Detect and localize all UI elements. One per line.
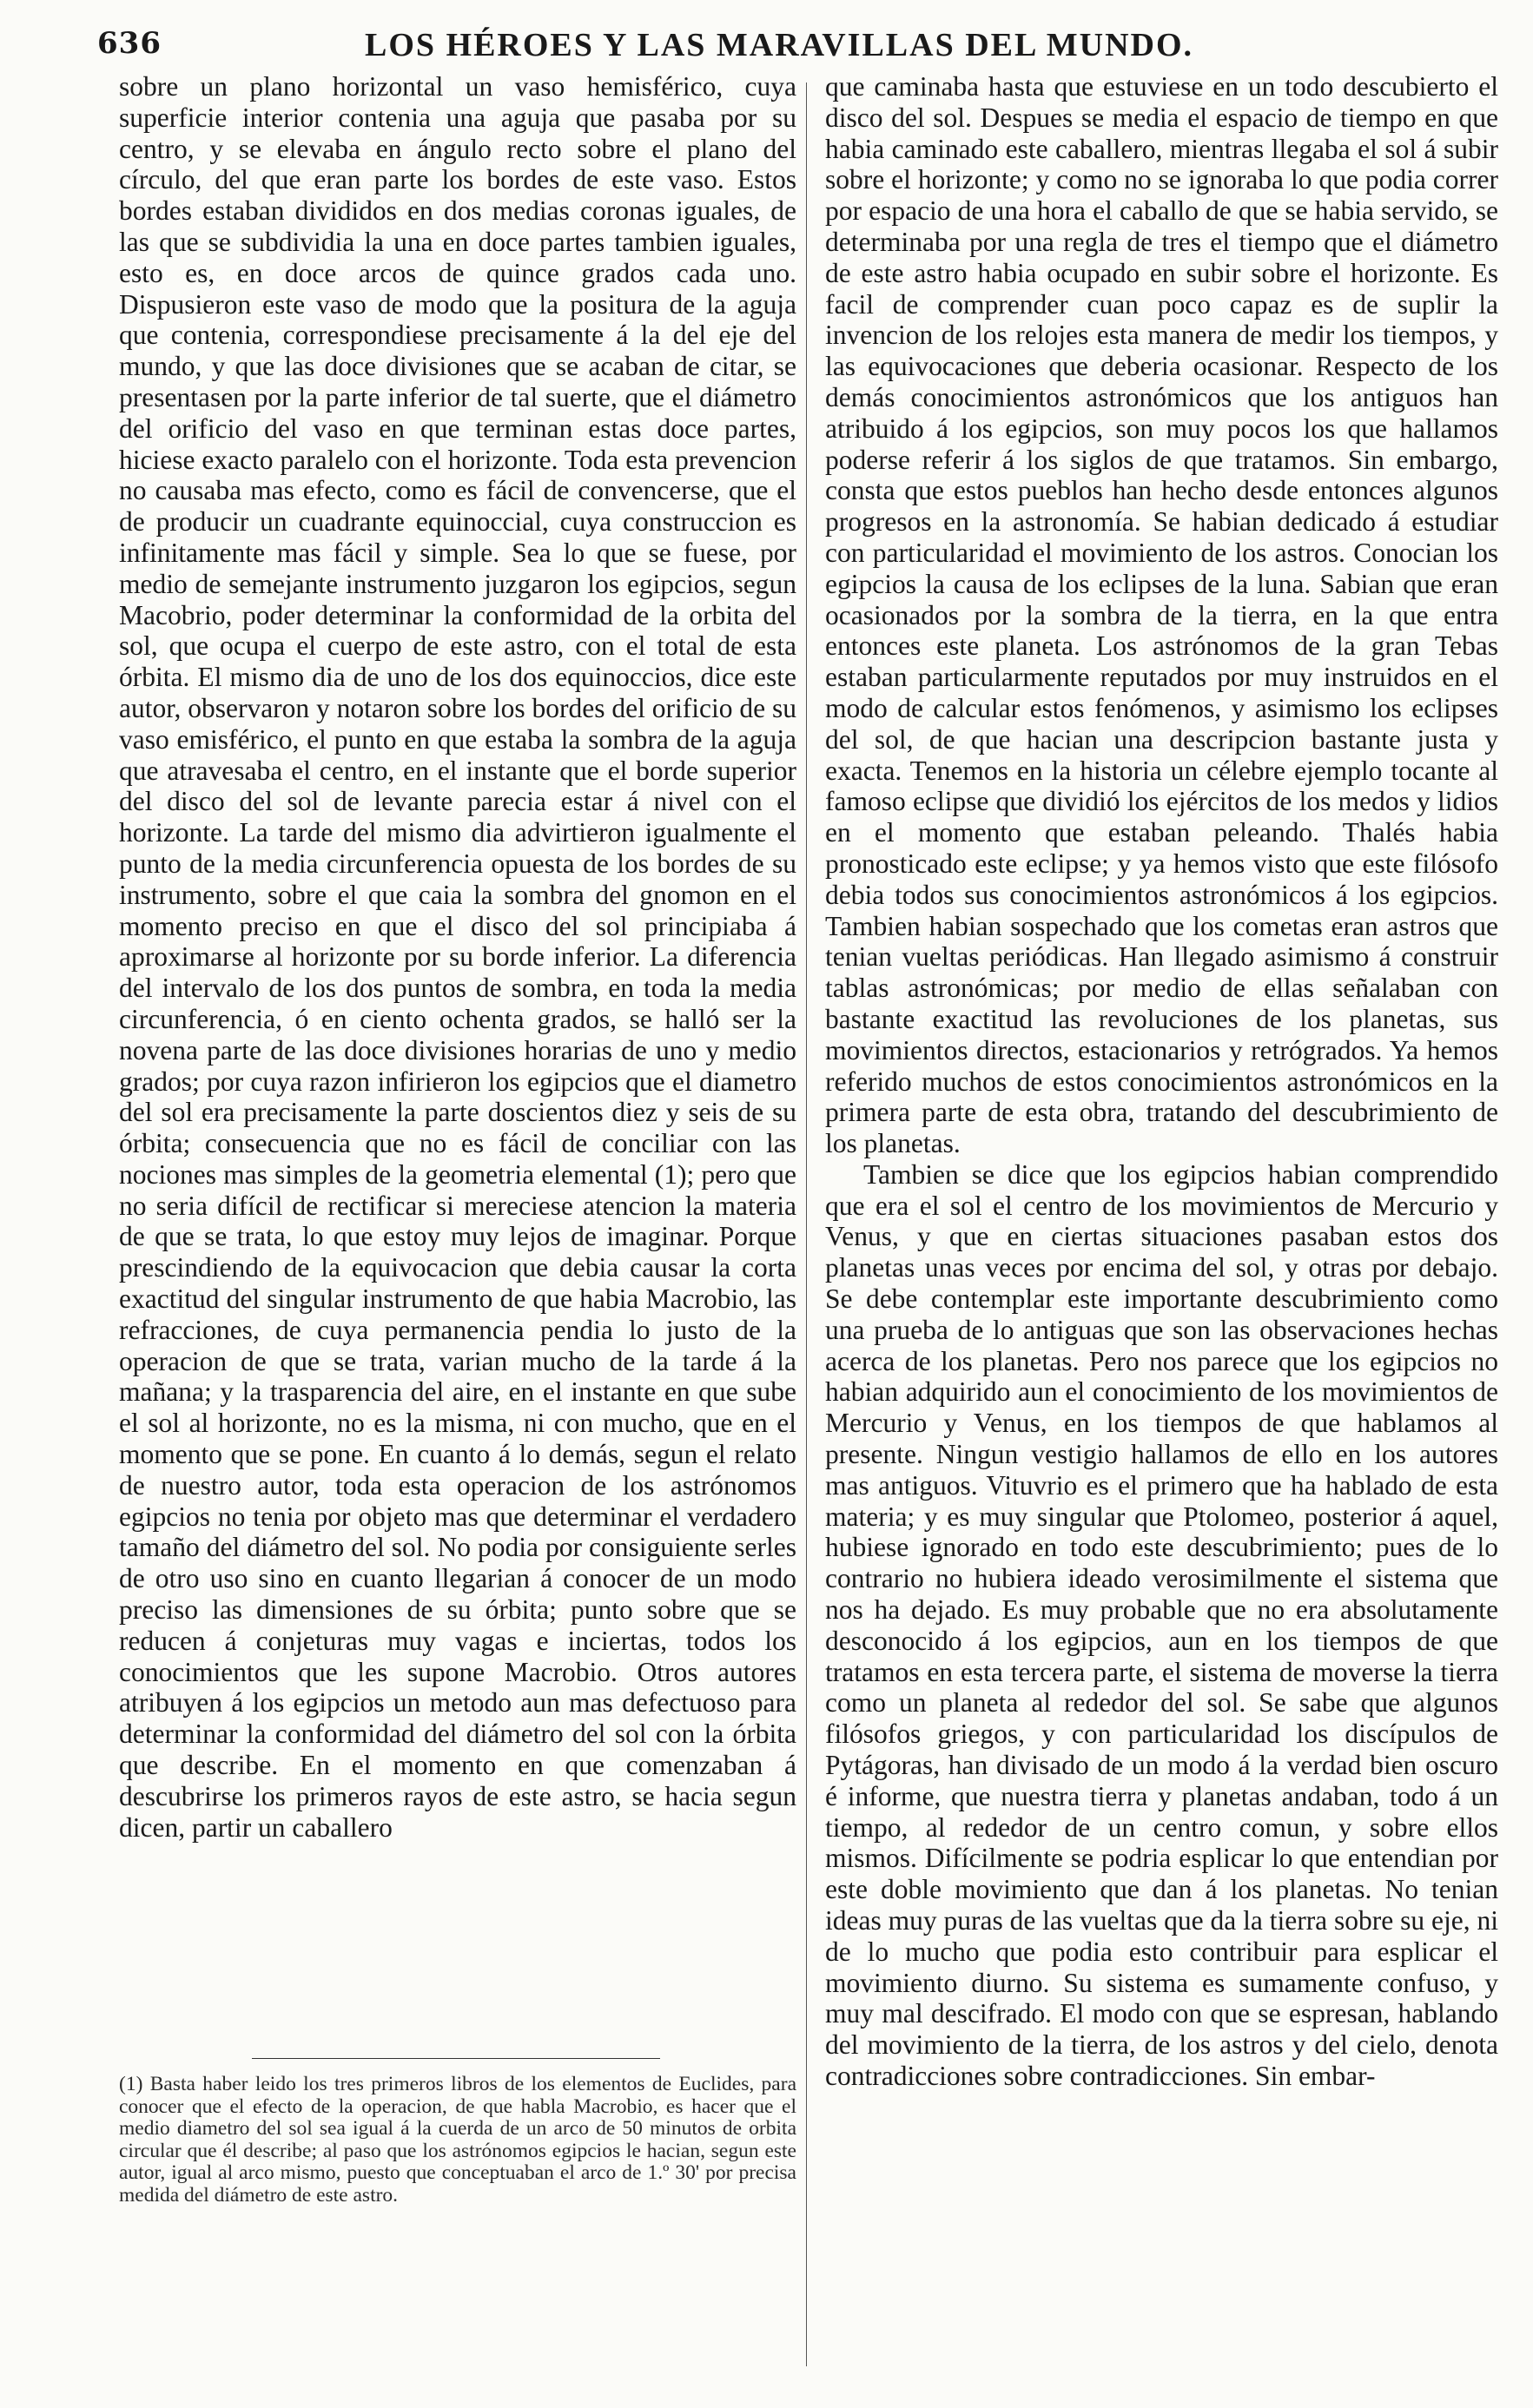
left-paragraph-1: sobre un plano horizontal un vaso hemisférico, cuya superficie interior contenia una aguja que pasaba por su centro, y se elevaba en ángulo recto sobre el plano del círculo, del que eran parte los bordes de este vaso. Estos bordes estaban divididos en dos medias coronas iguales, de las que se subdividia la una en doce partes tambien iguales, esto es, en doce arcos de quince grados cada uno. Dispusieron este vaso de modo que la positura de la aguja que contenia, correspondiese precisamente á la del eje del mundo, y que las doce divisiones que se acaban de citar, se presentasen por la parte inferior de tal suerte, que el diámetro del orificio del vaso en que terminan estas doce partes, hiciese exacto paralelo con el horizonte. Toda esta prevencion no causaba mas efecto, como es fácil de convencerse, que el de producir un cuadrante equinoccial, cuya construccion es infinitamente mas fácil y simple. Sea lo que se fuese, por medio de semejante instrumento juzgaron los egipcios, segun Macobrio, poder determinar la conformidad de la orbita del sol, que ocupa el cuerpo de este astro, con el total de esta órbita. El mismo dia de uno de los dos equinoccios, dice este autor, observaron y notaron sobre los bordes del orificio de su vaso emisférico, el punto en que estaba la sombra de la aguja que atravesaba el centro, en el instante que el borde superior del disco del sol de levante parecia estar á nivel con el horizonte. La tarde del mismo dia advirtieron igualmente el punto de la media circunferencia opuesta de los bordes de su instrumento, sobre el que caia la sombra del gnomon en el momento preciso en que el disco del sol principiaba á aproximarse al horizonte por su borde inferior. La diferencia del intervalo de los dos puntos de sombra, en toda la media circunferencia, ó en ciento ochenta grados, se halló ser la novena parte de las doce divisiones horarias de uno y medio grados; por cuya razon infirieron los egipcios que el diametro del sol era precisamente la parte doscientos diez y seis de su órbita; consecuencia que no es fácil de conciliar con las nociones mas simples de la geometria elemental (1); pero que no seria difícil de rectificar si mereciese atencion la materia de que se trata, lo que estoy muy lejos de imaginar. Porque prescindiendo de la equivocacion que debia causar la corta exactitud del singular instrumento de que habia Macrobio, las refracciones, de cuya permanencia pendia lo justo de la operacion de que se trata, varian mucho de la tarde á la mañana; y la trasparencia del aire, en el instante en que sube el sol al horizonte, no es la misma, ni con mucho, que en el momento que se pone. En cuanto á lo demás, segun el relato de nuestro autor, toda esta operacion de los astrónomos egipcios no tenia por objeto mas que determinar el verdadero tamaño del diámetro del sol. No podia por consiguiente serles de otro uso sino en cuanto llegarian á conocer de un modo preciso las dimensiones de su órbita; punto sobre que se reducen á conjeturas muy vagas e inciertas, todos los conocimientos que les supone Macrobio. Otros autores atribuyen á los egipcios un metodo aun mas defectuoso para determinar la conformidad del diámetro del sol con la órbita que describe. En el momento en que comenzaban á descubrirse los primeros rayos de este astro, se hacia segun dicen, partir un caballero [119,71,796,1843]
right-paragraph-1: que caminaba hasta que estuviese en un todo descubierto el disco del sol. Despues se media el espacio de tiempo en que habia caminado este caballero, mientras llegaba el sol á subir sobre el horizonte; y como no se ignoraba lo que podia correr por espacio de una hora el caballo de que se habia servido, se determinaba por una regla de tres el tiempo que el diámetro de este astro habia ocupado en subir sobre el horizonte. Es facil de comprender cuan poco capaz es de suplir la invencion de los relojes esta manera de medir los tiempos, y las equivocaciones que deberia ocasionar. Respecto de los demás conocimientos astronómicos que los antiguos han atribuido á los egipcios, son muy pocos los que hallamos poderse referir á los siglos de que tratamos. Sin embargo, consta que estos pueblos han hecho desde entonces algunos progresos en la astronomía. Se habian dedicado á estudiar con particularidad el movimiento de los astros. Conocian los egipcios la causa de los eclipses de la luna. Sabian que eran ocasionados por la sombra de la tierra, en la que entra entonces este planeta. Los astrónomos de la gran Tebas estaban particularmente reputados por muy instruidos en el modo de calcular estos fenómenos, y asimismo los eclipses del sol, de que hacian una descripcion bastante justa y exacta. Tenemos en la historia un célebre ejemplo tocante al famoso eclipse que dividió los ejércitos de los medos y lidios en el momento que estaban peleando. Thalés habia pronosticado este eclipse; y ya hemos visto que este filósofo debia todos sus conocimientos astronómicos á los egipcios. Tambien habian sospechado que los cometas eran astros que tenian vueltas periódicas. Han llegado asimismo á construir tablas astronómicas; por medio de ellas señalaban con bastante exactitud las revoluciones de los planetas, sus movimientos directos, estacionarios y retrógrados. Ya hemos referido muchos de estos conocimientos astronómicos en la primera parte de esta obra, tratando del descubrimiento de los planetas. [825,71,1498,1159]
running-title: LOS HÉROES Y LAS MARAVILLAS DEL MUNDO. [364,27,1194,63]
column-divider [806,82,807,2366]
left-column [119,71,796,1843]
right-paragraph-2: Tambien se dice que los egipcios habian comprendido que era el sol el centro de los movimientos de Mercurio y Venus, y que en ciertas situaciones pasaban estos dos planetas unas veces por encima del sol, y otras por debajo. Se debe contemplar este importante descubrimiento como una prueba de lo antiguas que son las observaciones hechas acerca de los planetas. Pero nos parece que los egipcios no habian adquirido aun el conocimiento de los movimientos de Mercurio y Venus, en los tiempos de que hablamos al presente. Ningun vestigio hallamos de ello en los autores mas antiguos. Vituvrio es el primero que ha hablado de esta materia; y es muy singular que Ptolomeo, posterior á aquel, hubiese ignorado en todo este descubrimiento; pues de lo contrario no hubiera ideado verosimilmente el sistema que nos ha dejado. Es muy probable que no era absolutamente desconocido á los egipcios, aun en los tiempos de que tratamos en esta tercera parte, el sistema de moverse la tierra como un planeta al rededor del sol. Se sabe que algunos filósofos griegos, y con particularidad los discípulos de Pytágoras, han divisado de un modo á la verdad bien oscuro é informe, que nuestra tierra y planetas andaban, todo á un tiempo, al rededor de un centro comun, y sobre ellos mismos. Difícilmente se podria esplicar lo que entendian por este doble movimiento que dan á los planetas. No tenian ideas muy puras de las vueltas que da la tierra sobre su eje, ni de lo mucho que podia esto contribuir para esplicar el movimiento diurno. Su sistema es sumamente confuso, y muy mal descifrado. El modo con que se espresan, hablando del movimiento de la tierra, de los astros y del cielo, denota contradicciones sobre contradicciones. Sin embar- [825,1158,1498,2091]
page-header [97,26,1461,71]
right-column [825,71,1498,2092]
footnote-divider [252,2058,660,2059]
footnote: (1) Basta haber leido los tres primeros libros de los elementos de Euclides, para conocer que el efecto de la operacion, de que habla Macrobio, es hacer que el medio diametro del sol sea igual á la cuerda de un arco de 50 minutos de orbita circular que él describe; al paso que los astrónomos egipcios le hacian, segun este autor, igual al arco mismo, puesto que conceptuaban el arco de 1.º 30' por precisa medida del diámetro de este astro. [119,2073,796,2207]
page-number: 636 [97,26,162,61]
